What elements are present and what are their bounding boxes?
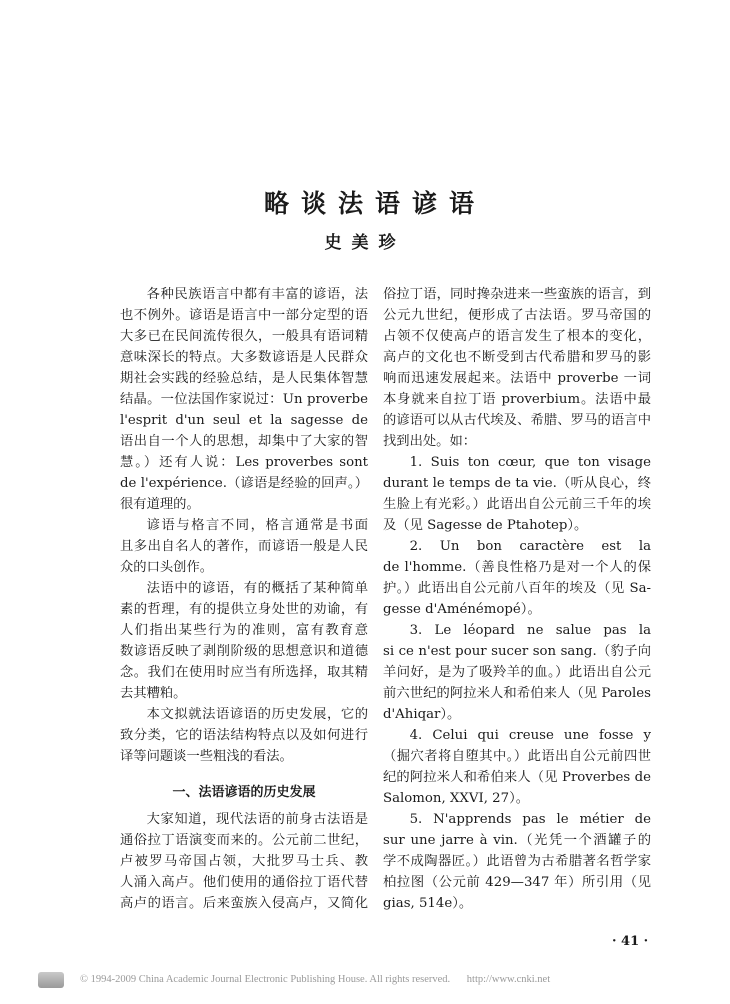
text-line: gias, 514e）。 [383,896,473,911]
text-line: 纪的阿拉米人和希伯来人（见 Proverbes de [383,770,651,785]
text-line: Salomon, XXVI, 27）。 [383,791,530,806]
footer-text [80,974,550,985]
paragraph [383,620,651,725]
text-line: 念。我们在使用时应当有所选择，取其精 [120,665,368,680]
text-line: 去其糟粕。 [120,686,187,701]
text-line: 2. Un bon caractère est la [409,539,651,554]
text-line: 公元九世纪，便形成了古法语。罗马帝国的 [383,308,651,323]
paragraph [120,284,368,515]
text-line: 结晶。一位法国作家说过：Un proverbe [120,392,368,407]
text-line: 谚语与格言不同，格言通常是书面 [146,518,368,533]
text-line: 本身就来自拉丁语 proverbium。法语中最 [383,392,651,407]
text-line: 法语中的谚语，有的概括了某种简单 [146,581,368,596]
text-line: 慧。）还有人说：Les proverbes sont [120,455,368,470]
left-column [120,284,368,914]
text-line: 4. Celui qui creuse une fosse y [409,728,651,743]
text-line: 1. Suis ton cœur, que ton visage [409,455,651,470]
paragraph [383,725,651,809]
text-line: 响而迅速发展起来。法语中 proverbe 一词 [383,371,651,386]
text-line: 高卢的语言。后来蛮族入侵高卢，又简化 [120,896,368,911]
paragraph [120,704,368,767]
text-line: 俗拉丁语，同时搀杂进来一些蛮族的语言，到 [383,287,651,302]
text-line: 找到出处。如： [383,434,477,449]
paragraph [120,515,368,578]
text-line: 致分类，它的语法结构特点以及如何进行 [120,728,368,743]
text-line: de l'homme.（善良性格乃是对一个人的保 [383,560,651,575]
text-line: 占领不仅使高卢的语言发生了根本的变化， [383,329,651,344]
text-line: 数谚语反映了剥削阶级的思想意识和道德 [120,644,368,659]
text-line: 及（见 Sagesse de Ptahotep）。 [383,518,588,533]
text-line: 高卢的文化也不断受到古代希腊和罗马的影 [383,350,651,365]
text-line: 通俗拉丁语演变而来的。公元前二世纪， [120,833,368,848]
author-name: 史美珍 [324,233,406,253]
text-line: 期社会实践的经验总结，是人民集体智慧 [120,371,368,386]
right-column [383,284,651,914]
text-line: sur une jarre à vin.（光凭一个酒罐子的 [383,833,651,848]
text-line: 大家知道，现代法语的前身古法语是 [146,812,368,827]
text-line: 且多出自名人的著作，而谚语一般是人民 [120,539,368,554]
text-line: 羊问好，是为了吸羚羊的血。）此语出自公元 [383,665,651,680]
paragraph [120,578,368,704]
text-line: durant le temps de ta vie.（听从良心，终 [383,476,651,491]
text-line: （掘穴者将自堕其中。）此语出自公元前四世 [383,749,651,764]
paragraph [383,536,651,620]
text-line: l'esprit d'un seul et la sagesse de [120,413,368,428]
page-number: · 41 · [612,934,649,949]
text-line: 人们指出某些行为的准则，富有教育意 [120,623,368,638]
text-line: 大多已在民间流传很久，一般具有语词精 [120,329,368,344]
text-line: 语出自一个人的思想，却集中了大家的智 [120,434,368,449]
text-line: 也不例外。谚语是语言中一部分定型的语 [120,308,368,323]
text-line: 人涌入高卢。他们使用的通俗拉丁语代替 [120,875,368,890]
text-line: 各种民族语言中都有丰富的谚语，法 [146,287,368,302]
paragraph [120,809,368,914]
paragraph [383,809,651,914]
footer [0,972,730,992]
text-line: 柏拉图（公元前 429—347 年）所引用（见 [383,875,651,890]
article-title: 略谈法语谚语 [263,189,486,218]
text-line: 素的哲理，有的提供立身处世的劝谕，有 [120,602,368,617]
paragraph [383,284,651,452]
paragraph [383,452,651,536]
cnki-logo-icon [38,972,64,988]
cnki-link[interactable]: http://www.cnki.net [466,974,551,985]
text-line: 本文拟就法语谚语的历史发展，它的 [146,707,368,722]
text-line: 护。）此语出自公元前八百年的埃及（见 Sa- [383,581,651,596]
text-line: 学不成陶器匠。）此语曾为古希腊著名哲学家 [383,854,651,869]
text-line: d'Ahiqar）。 [383,707,461,722]
text-line: 的谚语可以从古代埃及、希腊、罗马的语言中 [383,413,651,428]
text-line: 卢被罗马帝国占领，大批罗马士兵、教 [120,854,368,869]
text-line: 生脸上有光彩。）此语出自公元前三千年的埃 [383,497,651,512]
text-line: si ce n'est pour sucer son sang.（豹子向 [383,644,651,659]
text-line: 众的口头创作。 [120,560,214,575]
copyright-text: © 1994-2009 China Academic Journal Electronic Publishing House. All rights reserved. [80,974,451,985]
text-line: 译等问题谈一些粗浅的看法。 [120,749,293,764]
text-line: 很有道理的。 [120,497,200,512]
text-line: gesse d'Aménémopé）。 [383,602,541,617]
text-line: 3. Le léopard ne salue pas la [409,623,651,638]
section-heading: 一、法语谚语的历史发展 [172,785,316,800]
text-line: 前六世纪的阿拉米人和希伯来人（见 Paroles [383,686,651,701]
text-line: 意味深长的特点。大多数谚语是人民群众 [120,350,368,365]
text-line: de l'expérience.（谚语是经验的回声。） [120,476,368,491]
text-line: 5. N'apprends pas le métier de [409,812,651,827]
